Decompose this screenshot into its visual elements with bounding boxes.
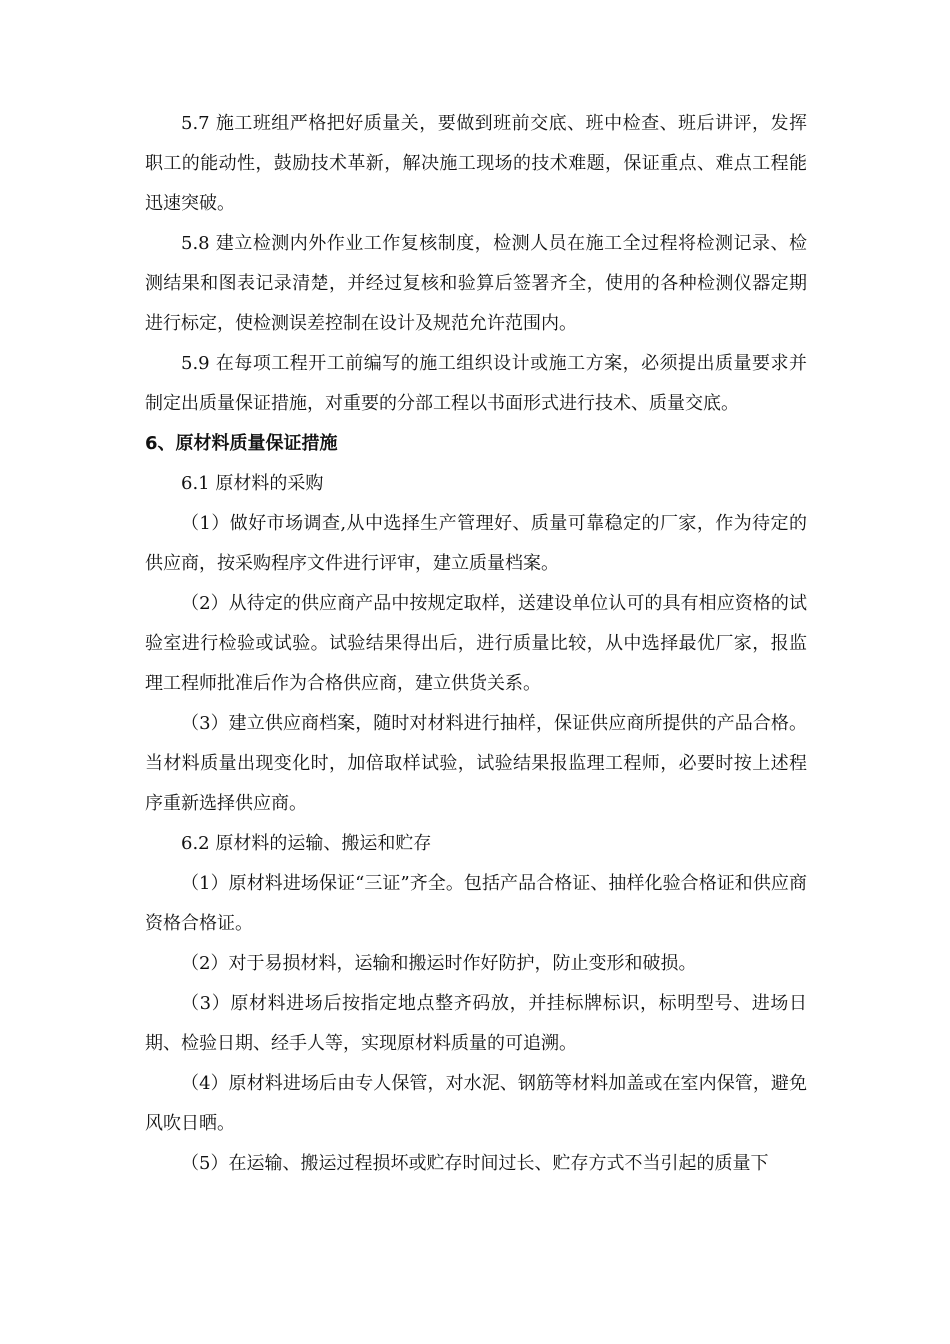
list-item-6-2-5: （5）在运输、搬运过程损坏或贮存时间过长、贮存方式不当引起的质量下 <box>181 1153 769 1174</box>
paragraph-5-9: 5.9 在每项工程开工前编写的施工组织设计或施工方案，必须提出质量要求并制定出质量保证措施，对重要的分部工程以书面形式进行技术、质量交底。 <box>145 353 807 414</box>
list-item-6-2-3: （3）原材料进场后按指定地点整齐码放，并挂标牌标识，标明型号、进场日期、检验日期、经手人等，实现原材料质量的可追溯。 <box>145 993 807 1054</box>
subsection-title-6-2: 6.2 原材料的运输、搬运和贮存 <box>181 833 432 854</box>
list-item-6-2-1: （1）原材料进场保证“三证”齐全。包括产品合格证、抽样化验合格证和供应商资格合格证。 <box>145 873 807 934</box>
document-body <box>145 104 807 1184</box>
list-item-6-1-3: （3）建立供应商档案，随时对材料进行抽样，保证供应商所提供的产品合格。当材料质量出现变化时，加倍取样试验，试验结果报监理工程师，必要时按上述程序重新选择供应商。 <box>145 713 807 814</box>
list-item-6-1-1: （1）做好市场调查,从中选择生产管理好、质量可靠稳定的厂家，作为待定的供应商，按采购程序文件进行评审，建立质量档案。 <box>145 513 807 574</box>
list-item-6-1-2: （2）从待定的供应商产品中按规定取样，送建设单位认可的具有相应资格的试验室进行检验或试验。试验结果得出后，进行质量比较，从中选择最优厂家，报监理工程师批准后作为合格供应商，建立供货关系。 <box>145 593 807 694</box>
subsection-title-6-1: 6.1 原材料的采购 <box>181 473 324 494</box>
paragraph-5-8: 5.8 建立检测内外作业工作复核制度，检测人员在施工全过程将检测记录、检测结果和图表记录清楚，并经过复核和验算后签署齐全，使用的各种检测仪器定期进行标定，使检测误差控制在设计及规范允许范围内。 <box>145 233 807 334</box>
list-item-6-2-2: （2）对于易损材料，运输和搬运时作好防护，防止变形和破损。 <box>181 953 697 974</box>
list-item-6-2-4: （4）原材料进场后由专人保管，对水泥、钢筋等材料加盖或在室内保管，避免风吹日晒。 <box>145 1073 807 1134</box>
section-heading-6: 6、原材料质量保证措施 <box>145 433 338 454</box>
paragraph-5-7: 5.7 施工班组严格把好质量关，要做到班前交底、班中检查、班后讲评，发挥职工的能动性，鼓励技术革新，解决施工现场的技术难题，保证重点、难点工程能迅速突破。 <box>145 113 807 214</box>
